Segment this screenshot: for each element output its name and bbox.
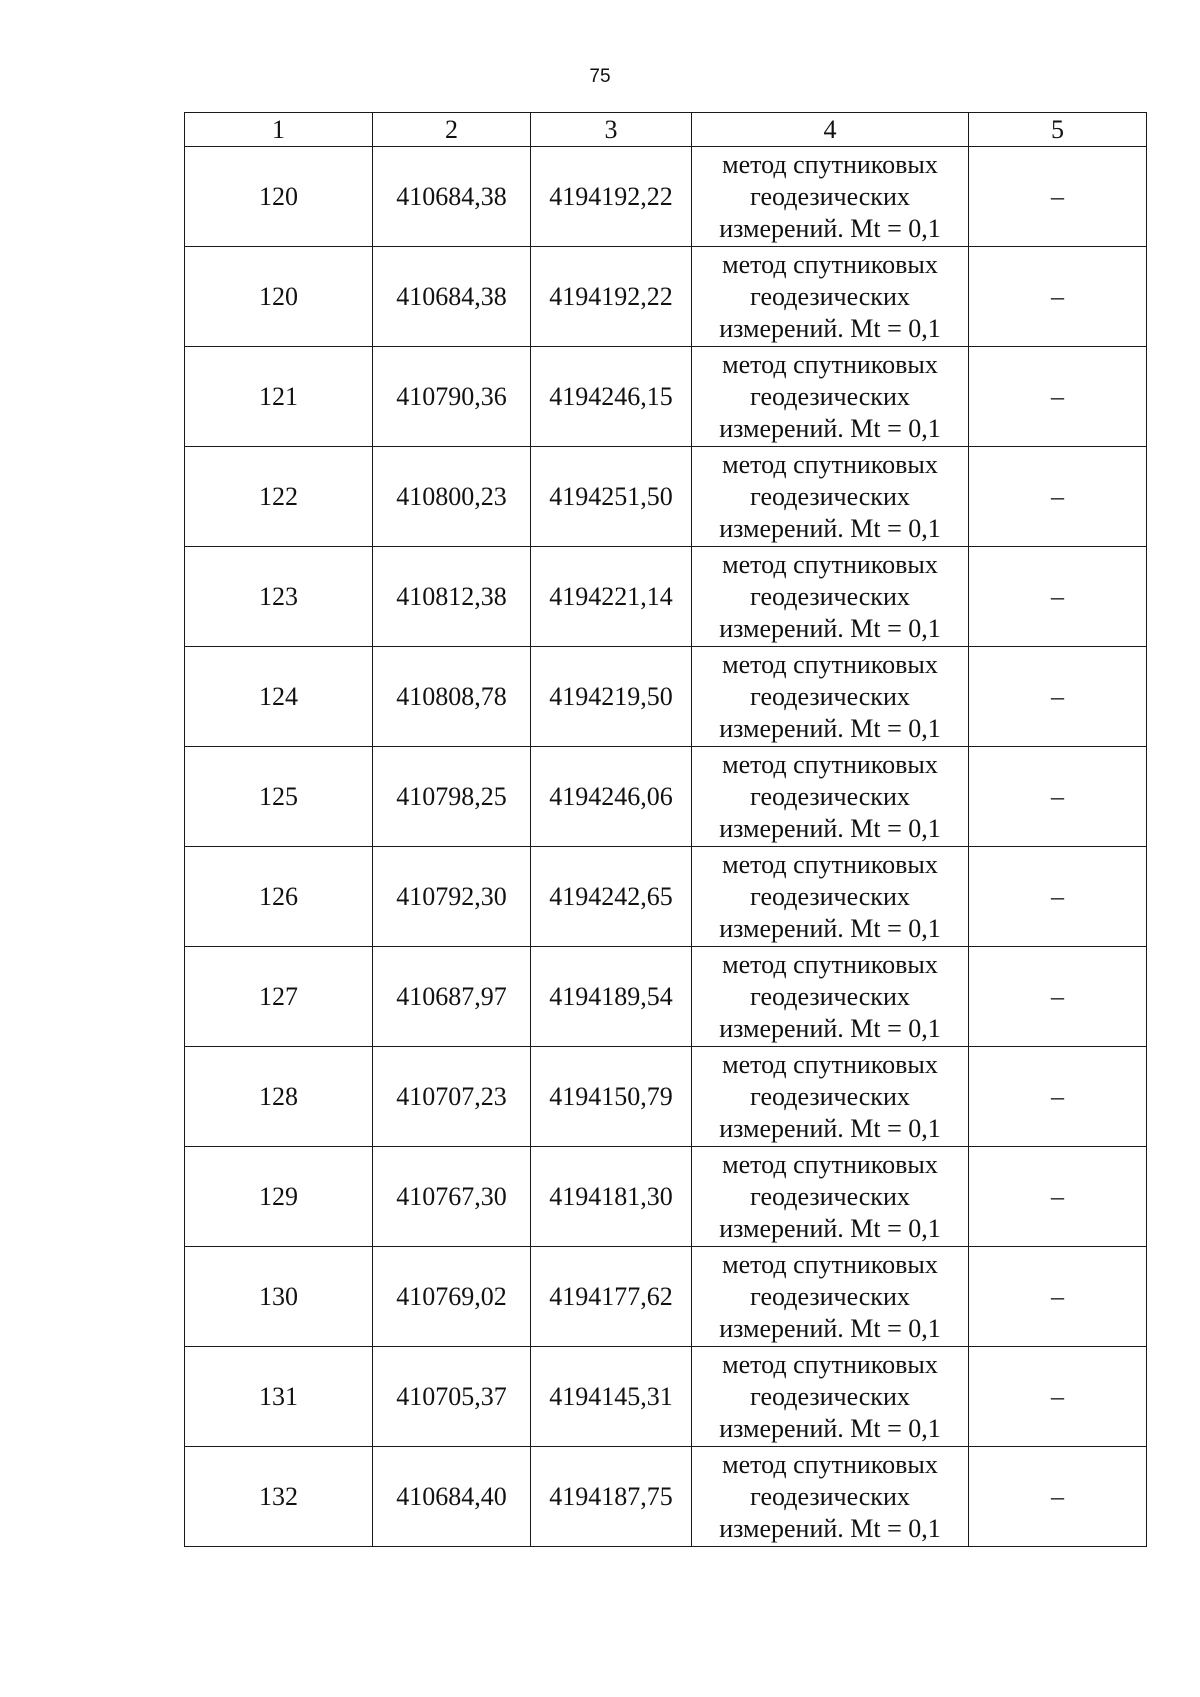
coordinates-table (184, 112, 1147, 1547)
table-row (185, 747, 1147, 847)
y-coordinate-cell: 4194221,14 (531, 547, 692, 647)
x-coordinate-cell: 410812,38 (373, 547, 531, 647)
x-coordinate-cell: 410767,30 (373, 1147, 531, 1247)
method-line: метод спутниковых (722, 649, 938, 679)
y-coordinate-cell: 4194181,30 (531, 1147, 692, 1247)
x-coordinate-cell: 410687,97 (373, 947, 531, 1047)
method-cell (692, 647, 969, 747)
table-header (185, 113, 1147, 147)
method-line: измерений. Mt = 0,1 (719, 1413, 941, 1443)
point-number-cell: 131 (185, 1347, 373, 1447)
method-cell (692, 347, 969, 447)
method-line: метод спутниковых (722, 549, 938, 579)
x-coordinate-cell: 410798,25 (373, 747, 531, 847)
note-cell: – (969, 947, 1147, 1047)
page-number: 75 (589, 66, 611, 87)
method-line: геодезических (750, 1481, 910, 1511)
method-line: геодезических (750, 181, 910, 211)
method-line: измерений. Mt = 0,1 (719, 313, 941, 343)
point-number-cell: 122 (185, 447, 373, 547)
method-line: геодезических (750, 1381, 910, 1411)
note-cell: – (969, 1047, 1147, 1147)
x-coordinate-cell: 410792,30 (373, 847, 531, 947)
method-cell (692, 1347, 969, 1447)
note-cell: – (969, 1347, 1147, 1447)
note-cell: – (969, 147, 1147, 247)
method-line: геодезических (750, 1181, 910, 1211)
method-line: измерений. Mt = 0,1 (719, 613, 941, 643)
method-line: измерений. Mt = 0,1 (719, 1013, 941, 1043)
method-line: метод спутниковых (722, 849, 938, 879)
point-number-cell: 121 (185, 347, 373, 447)
table-row (185, 447, 1147, 547)
column-header-2: 2 (373, 113, 531, 147)
column-header-3: 3 (531, 113, 692, 147)
method-line: измерений. Mt = 0,1 (719, 1213, 941, 1243)
x-coordinate-cell: 410705,37 (373, 1347, 531, 1447)
method-line: геодезических (750, 1081, 910, 1111)
method-line: измерений. Mt = 0,1 (719, 1113, 941, 1143)
point-number-cell: 130 (185, 1247, 373, 1347)
method-line: геодезических (750, 481, 910, 511)
point-number-cell: 125 (185, 747, 373, 847)
table-row (185, 547, 1147, 647)
method-cell (692, 947, 969, 1047)
method-line: измерений. Mt = 0,1 (719, 213, 941, 243)
note-cell: – (969, 1447, 1147, 1547)
method-cell (692, 147, 969, 247)
method-line: метод спутниковых (722, 1449, 938, 1479)
method-line: геодезических (750, 581, 910, 611)
header-row (185, 113, 1147, 147)
table-row (185, 947, 1147, 1047)
y-coordinate-cell: 4194177,62 (531, 1247, 692, 1347)
table-body (185, 147, 1147, 1547)
method-line: геодезических (750, 981, 910, 1011)
point-number-cell: 132 (185, 1447, 373, 1547)
table-row (185, 347, 1147, 447)
method-cell (692, 1247, 969, 1347)
table-row (185, 1447, 1147, 1547)
method-line: измерений. Mt = 0,1 (719, 1513, 941, 1543)
table-row (185, 1047, 1147, 1147)
y-coordinate-cell: 4194145,31 (531, 1347, 692, 1447)
method-line: геодезических (750, 781, 910, 811)
method-line: метод спутниковых (722, 1149, 938, 1179)
method-line: метод спутниковых (722, 149, 938, 179)
method-line: метод спутниковых (722, 749, 938, 779)
method-cell (692, 847, 969, 947)
point-number-cell: 120 (185, 247, 373, 347)
method-line: метод спутниковых (722, 1349, 938, 1379)
method-line: метод спутниковых (722, 349, 938, 379)
note-cell: – (969, 547, 1147, 647)
x-coordinate-cell: 410769,02 (373, 1247, 531, 1347)
method-line: геодезических (750, 381, 910, 411)
table-row (185, 1147, 1147, 1247)
table-row (185, 847, 1147, 947)
method-line: геодезических (750, 1281, 910, 1311)
note-cell: – (969, 447, 1147, 547)
method-line: метод спутниковых (722, 449, 938, 479)
method-line: метод спутниковых (722, 249, 938, 279)
x-coordinate-cell: 410684,40 (373, 1447, 531, 1547)
note-cell: – (969, 347, 1147, 447)
y-coordinate-cell: 4194246,06 (531, 747, 692, 847)
note-cell: – (969, 1247, 1147, 1347)
x-coordinate-cell: 410790,36 (373, 347, 531, 447)
method-line: измерений. Mt = 0,1 (719, 713, 941, 743)
point-number-cell: 120 (185, 147, 373, 247)
method-cell (692, 247, 969, 347)
y-coordinate-cell: 4194189,54 (531, 947, 692, 1047)
note-cell: – (969, 1147, 1147, 1247)
table-row (185, 647, 1147, 747)
x-coordinate-cell: 410684,38 (373, 247, 531, 347)
method-line: измерений. Mt = 0,1 (719, 913, 941, 943)
y-coordinate-cell: 4194192,22 (531, 247, 692, 347)
method-cell (692, 1447, 969, 1547)
table-row (185, 1247, 1147, 1347)
table-row (185, 147, 1147, 247)
x-coordinate-cell: 410684,38 (373, 147, 531, 247)
method-line: геодезических (750, 681, 910, 711)
table-row (185, 1347, 1147, 1447)
y-coordinate-cell: 4194246,15 (531, 347, 692, 447)
note-cell: – (969, 747, 1147, 847)
method-line: измерений. Mt = 0,1 (719, 513, 941, 543)
method-line: метод спутниковых (722, 1049, 938, 1079)
point-number-cell: 124 (185, 647, 373, 747)
point-number-cell: 129 (185, 1147, 373, 1247)
column-header-4: 4 (692, 113, 969, 147)
y-coordinate-cell: 4194150,79 (531, 1047, 692, 1147)
column-header-1: 1 (185, 113, 373, 147)
x-coordinate-cell: 410707,23 (373, 1047, 531, 1147)
table-row (185, 247, 1147, 347)
y-coordinate-cell: 4194187,75 (531, 1447, 692, 1547)
method-line: измерений. Mt = 0,1 (719, 813, 941, 843)
y-coordinate-cell: 4194192,22 (531, 147, 692, 247)
method-cell (692, 1147, 969, 1247)
y-coordinate-cell: 4194219,50 (531, 647, 692, 747)
method-line: измерений. Mt = 0,1 (719, 413, 941, 443)
method-line: метод спутниковых (722, 1249, 938, 1279)
point-number-cell: 127 (185, 947, 373, 1047)
x-coordinate-cell: 410800,23 (373, 447, 531, 547)
method-line: измерений. Mt = 0,1 (719, 1313, 941, 1343)
point-number-cell: 128 (185, 1047, 373, 1147)
method-cell (692, 447, 969, 547)
x-coordinate-cell: 410808,78 (373, 647, 531, 747)
method-line: геодезических (750, 881, 910, 911)
note-cell: – (969, 847, 1147, 947)
point-number-cell: 126 (185, 847, 373, 947)
point-number-cell: 123 (185, 547, 373, 647)
y-coordinate-cell: 4194251,50 (531, 447, 692, 547)
method-line: геодезических (750, 281, 910, 311)
note-cell: – (969, 647, 1147, 747)
method-line: метод спутниковых (722, 949, 938, 979)
method-cell (692, 747, 969, 847)
note-cell: – (969, 247, 1147, 347)
y-coordinate-cell: 4194242,65 (531, 847, 692, 947)
method-cell (692, 547, 969, 647)
column-header-5: 5 (969, 113, 1147, 147)
method-cell (692, 1047, 969, 1147)
